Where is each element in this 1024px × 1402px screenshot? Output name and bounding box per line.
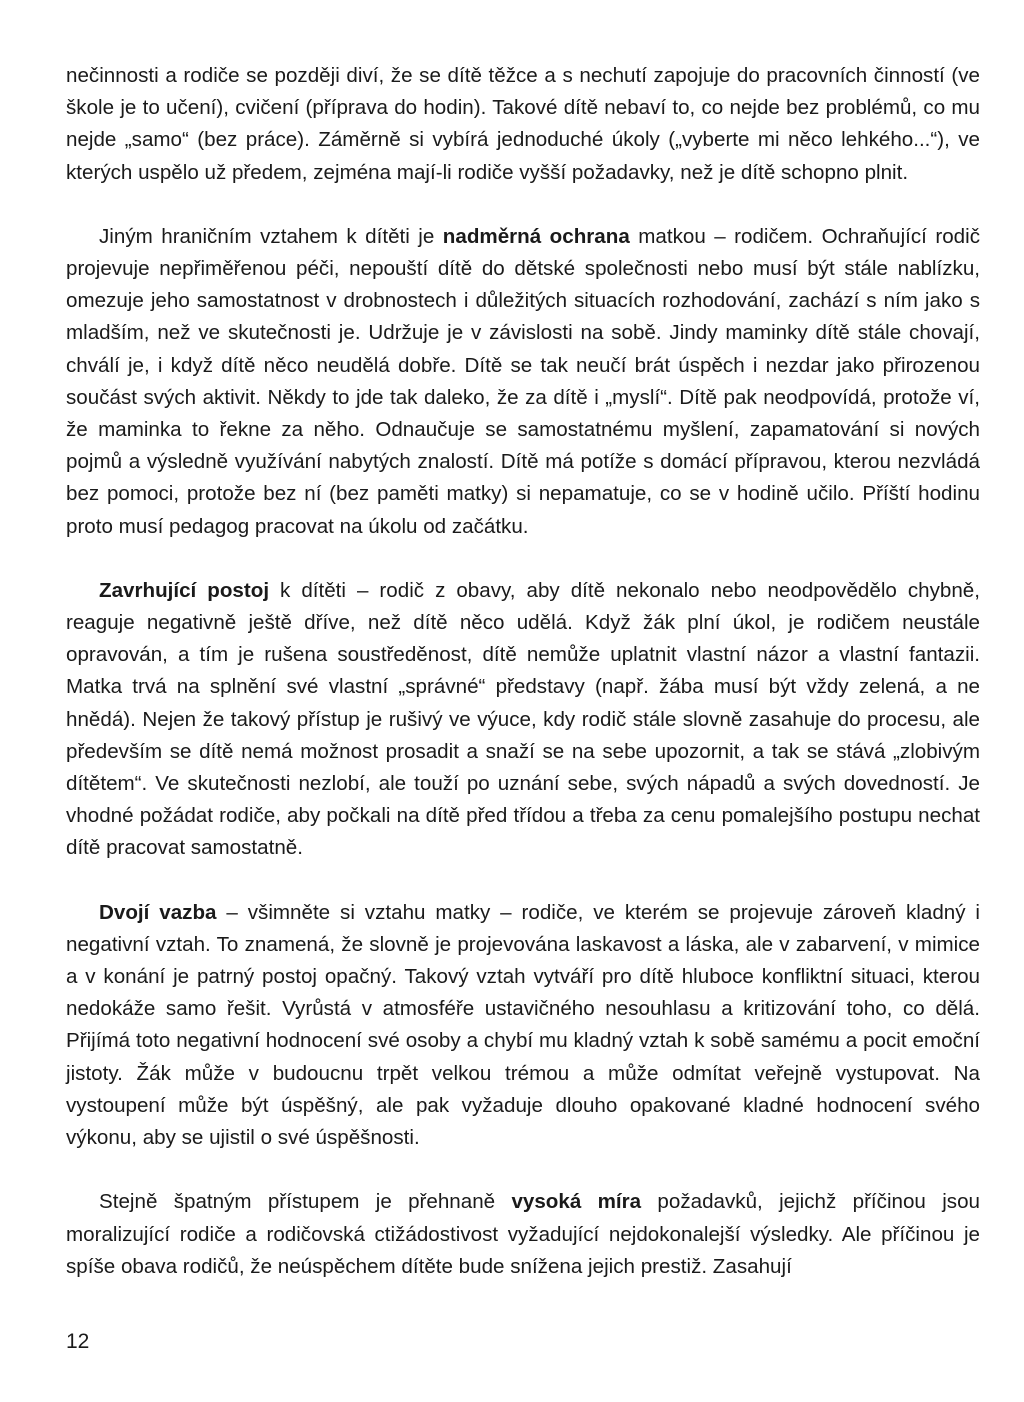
emphasis-term: Zavrhující postoj [99, 578, 270, 602]
emphasis-term: nadměrná ochrana [442, 224, 630, 248]
emphasis-term: vysoká míra [511, 1190, 642, 1214]
paragraph-overprotection [66, 221, 980, 543]
paragraph-double-bind [66, 897, 980, 1155]
paragraph-high-demands [66, 1186, 980, 1283]
paragraph-text-before: Jiným hraničním vztahem k dítěti je [99, 224, 443, 248]
paragraph-text-before: Stejně špatným přístupem je přehnaně [99, 1190, 512, 1214]
paragraph-text-after: – všimněte si vztahu matky – rodiče, ve kterém se projevuje zároveň kladný i negativní vztah. To znamená, že slovně je projevována laskavost a láska, ale v zabarvení, v mimice a v konání je patrný postoj opačný. Takový vztah vytváří pro dítě hluboce konfliktní situaci, kterou nedokáže samo řešit. Vyrůstá v atmosféře ustavičného nesouhlasu a kritizování toho, co dělá. Přijímá toto negativní hodnocení své osoby a chybí mu kladný vztah k sobě samému a pocit emoční jistoty. Žák může v budoucnu trpět velkou trémou a může odmítat veřejně vystupovat. Na vystoupení může být úspěšný, ale pak vyžaduje dlouho opakované kladné hodnocení svého výkonu, aby se ujistil o své úspěšnosti. [66, 900, 980, 1150]
paragraph-text-after: matkou – rodičem. Ochraňující rodič projevuje nepřiměřenou péči, nepouští dítě do dětské společnosti nebo musí být stále nablízku, omezuje jeho samostatnost v drobnostech i důležitých situacích rozhodování, zachází s ním jako s mladším, než ve skutečnosti je. Udržuje je v závislosti na sobě. Jindy maminky dítě stále chovají, chválí je, i když dítě něco neudělá dobře. Dítě se tak neučí brát úspěch i nezdar jako přirozenou součást svých aktivit. Někdy to jde tak daleko, že za dítě i „myslí“. Dítě pak neodpovídá, protože ví, že maminka to řekne za něho. Odnaučuje se samostatnému myšlení, zapamatování si nových pojmů a výsledně využívání nabytých znalostí. Dítě má potíže s domácí přípravou, kterou nezvládá bez pomoci, protože bez ní (bez paměti matky) si nepamatuje, co se v hodině učilo. Příští hodinu proto musí pedagog pracovat na úkolu od začátku. [66, 224, 980, 538]
paragraph-text-after: požadavků, jejichž příčinou jsou moralizující rodiče a rodičovská ctižádostivost vyžadující nejdokonalejší výsledky. Ale příčinou je spíše obava rodičů, že neúspěchem dítěte bude snížena jejich prestiž. Zasahují [66, 1190, 980, 1278]
body-text [66, 60, 980, 1283]
paragraph-continuation: nečinnosti a rodiče se později diví, že se dítě těžce a s nechutí zapojuje do pracovních činností (ve škole je to učení), cvičení (příprava do hodin). Takové dítě nebaví to, co nejde bez problémů, co mu nejde „samo“ (bez práce). Záměrně si vybírá jednoduché úkoly („vyberte mi něco lehkého...“), ve kterých uspělo už předem, zejména mají-li rodiče vyšší požadavky, než je dítě schopno plnit. [66, 64, 980, 184]
paragraph-text-after: k dítěti – rodič z obavy, aby dítě nekonalo nebo neodpovědělo chybně, reaguje negativně ještě dříve, než dítě něco udělá. Když žák plní úkol, je rodičem neustále opravován, a tím je rušena soustředěnost, dítě nemůže uplatnit vlastní názor a vlastní fantazii. Matka trvá na splnění své vlastní „správné“ představy (např. žába musí být vždy zelená, a ne hnědá). Nejen že takový přístup je rušivý ve výuce, kdy rodič stále slovně zasahuje do procesu, ale především se dítě nemá možnost prosadit a snaží se na sebe upozornit, a tak se stává „zlobivým dítětem“. Ve skutečnosti nezlobí, ale touží po uznání sebe, svých nápadů a svých dovedností. Je vhodné požádat rodiče, aby počkali na dítě před třídou a třeba za cenu pomalejšího postupu nechat dítě pracovat samostatně. [66, 578, 980, 860]
paragraph-rejecting-attitude [66, 575, 980, 865]
page-number: 12 [66, 1330, 90, 1353]
emphasis-term: Dvojí vazba [99, 900, 217, 924]
